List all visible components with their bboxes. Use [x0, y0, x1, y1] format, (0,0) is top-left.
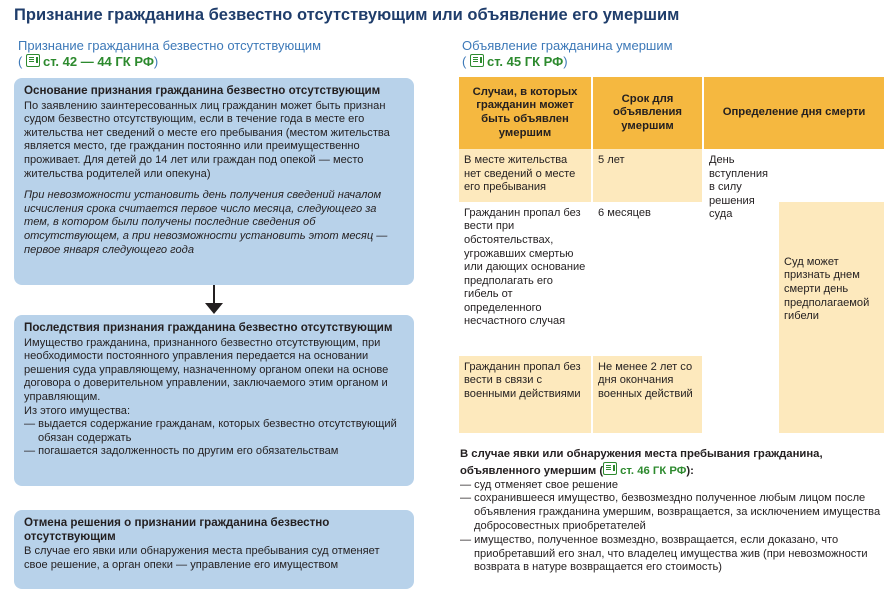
consequences-heading: Последствия признания гражданина безвестно отсутствующим [24, 321, 393, 334]
law-document-icon [603, 462, 617, 475]
down-arrow-icon [205, 285, 223, 315]
table-cell-term: Не менее 2 лет со дня окончания военных действий [592, 356, 703, 433]
table-cell-empty [778, 149, 884, 202]
table-cell-term: 6 месяцев [592, 202, 703, 356]
return-heading-end: ): [686, 464, 694, 477]
consequences-box [14, 315, 414, 486]
basis-text: По заявлению заинтересованных лиц гражданин может быть признан судом безвестно отсутствующим, если в течение года в месте его жительства нет сведений о месте его пребывания (местом жительства является место, где гражданин постоянно или преимущественно проживает. Для детей до 14 лет или граждан под опекой — место жительства родителей или опекуна) [24, 99, 390, 180]
cancel-heading: Отмена решения о признании гражданина безвестно отсутствующим [24, 516, 330, 543]
left-law-reference[interactable] [18, 54, 418, 70]
return-section [460, 448, 885, 575]
right-ref-text: ст. 45 ГК РФ [486, 54, 564, 69]
consequences-item: — выдается содержание гражданам, которых безвестно отсутствующий обязан содержать [24, 418, 397, 444]
cancel-text: В случае его явки или обнаружения места пребывания суд отменяет свое решение, а орган опеки — управление его имуществом [24, 545, 380, 571]
left-ref-open: ( [18, 54, 23, 69]
return-heading-text: В случае явки или обнаружения места пребывания гражданина, объявленного умершим ( [460, 448, 823, 477]
return-heading [460, 448, 885, 479]
page-title: Признание гражданина безвестно отсутствующим или объявление его умершим [14, 6, 680, 24]
right-ref-open: ( [462, 54, 467, 69]
return-ref-text[interactable]: ст. 46 ГК РФ [620, 464, 687, 477]
table-cell-death-day-presumed: Суд может признать днем смерти день предполагаемой гибели [778, 202, 884, 433]
right-column-title [462, 38, 882, 70]
return-item: — имущество, полученное возмездно, возвращается, если доказано, что приобретавший его знал, что владелец имущества жив (при невозможности возврата в натуре возвращается его стоимость) [460, 533, 868, 574]
table-cell-death-day-court: День вступления в силу решения суда [703, 149, 778, 433]
cancel-box [14, 510, 414, 589]
right-title-text: Объявление гражданина умершим [462, 38, 673, 53]
return-item: — сохранившееся имущество, безвозмездно полученное любым лицом после объявления гражданина умершим, возвращается, за исключением имущества добросовестных приобретателей [460, 492, 881, 532]
basis-heading: Основание признания гражданина безвестно отсутствующим [24, 84, 381, 97]
consequences-subhead: Из этого имущества: [24, 404, 131, 417]
law-document-icon [470, 54, 484, 67]
table-cell-case: Гражданин пропал без вести в связи с военными действиями [459, 356, 592, 433]
table-header-cases: Случаи, в которых гражданин может быть объявлен умершим [459, 77, 592, 149]
table-cell-term: 5 лет [592, 149, 703, 202]
law-document-icon [26, 54, 40, 67]
table-header-term: Срок для объявления умершим [592, 77, 703, 149]
consequences-item: — погашается задолженность по другим его обязательствам [24, 445, 339, 458]
table-cell-case: В месте жительства нет сведений о месте его пребывания [459, 149, 592, 202]
return-item: — суд отменяет свое решение [460, 478, 618, 491]
declaration-table [459, 77, 884, 433]
right-ref-close: ) [563, 54, 568, 69]
basis-box [14, 78, 414, 285]
table-header-death-day: Определение дня смерти [703, 77, 884, 149]
table-cell-case: Гражданин пропал без вести при обстоятельствах, угрожавших смертью или дающих основание предполагать его гибель от определенного несчастного случая [459, 202, 592, 356]
left-column-title [18, 38, 418, 70]
left-ref-close: ) [153, 54, 159, 69]
consequences-text: Имущество гражданина, признанного безвестно отсутствующим, при необходимости постоянного управления передается на основании решения суда управляющему, назначенному органом опеки на основе договора о доверительном управлении, заключаемого этим органом и управляющим. [24, 336, 389, 403]
left-ref-text: ст. 42 — 44 ГК РФ [42, 54, 154, 69]
right-law-reference[interactable] [462, 54, 882, 70]
left-title-text: Признание гражданина безвестно отсутствующим [18, 38, 322, 53]
basis-italic-note: При невозможности установить день получения сведений началом исчисления срока считается первое число месяца, следующего за тем, в котором были получены последние сведения об отсутствующем, а при невозможности установить этот месяц — первое января следующего года [24, 189, 388, 256]
